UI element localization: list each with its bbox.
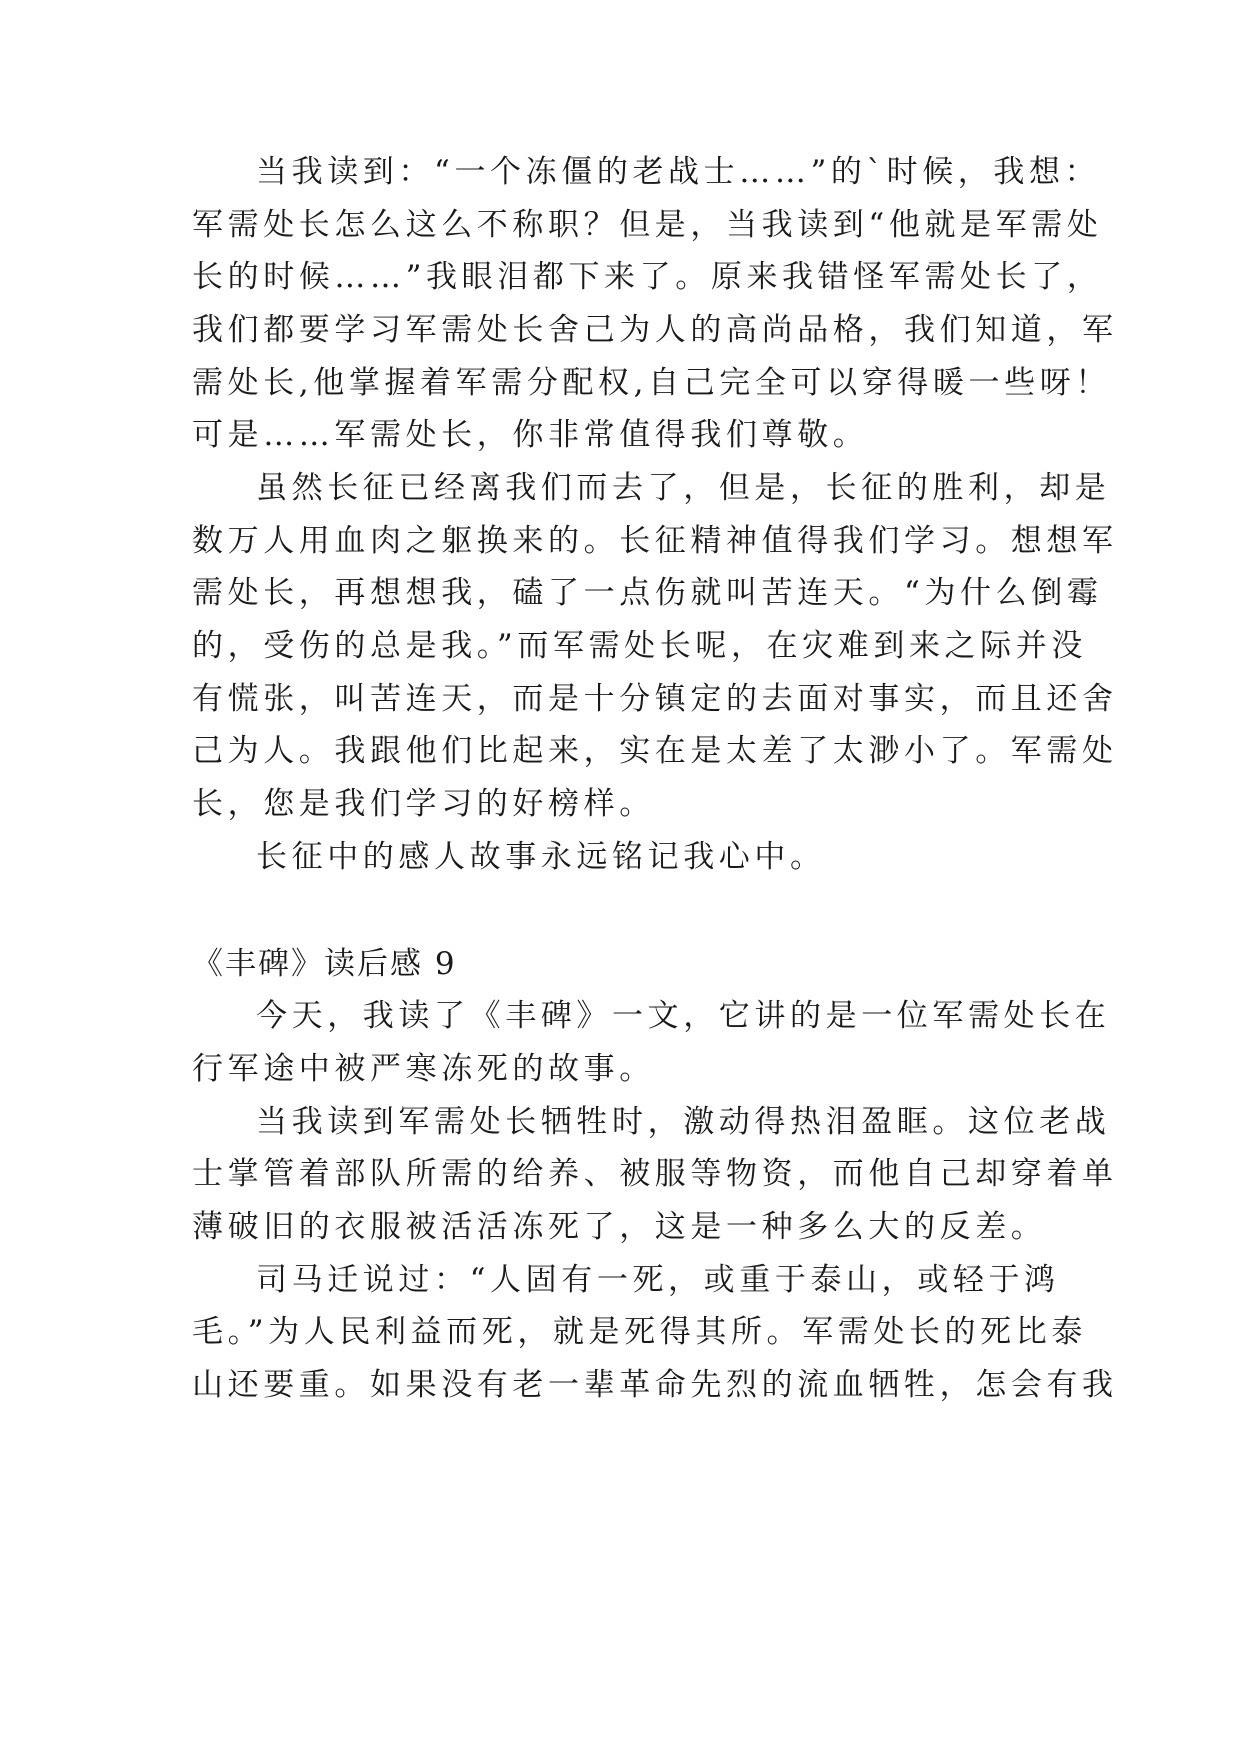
paragraph-1-line-4: 我们都要学习军需处长舍己为人的高尚品格，我们知道，军 xyxy=(192,312,1118,348)
paragraph-5-line-3: 薄破旧的衣服被活活冻死了，这是一种多么大的反差。 xyxy=(192,1209,1047,1245)
paragraph-1-line-3: 长的时候……”我眼泪都下来了。原来我错怪军需处长了， xyxy=(192,259,1103,295)
paragraph-5-line-1: 当我读到军需处长牺牲时，激动得热泪盈眶。这位老战 xyxy=(256,1104,1111,1140)
paragraph-2-line-3: 需处长，再想想我，磕了一点伤就叫苦连天。“为什么倒霉 xyxy=(192,575,1103,611)
paragraph-2-line-6: 己为人。我跟他们比起来，实在是太差了太渺小了。军需处 xyxy=(192,733,1118,769)
paragraph-1-line-2: 军需处长怎么这么不称职？但是，当我读到“他就是军需处 xyxy=(192,207,1103,243)
paragraph-5-line-2: 士掌管着部队所需的给养、被服等物资，而他自己却穿着单 xyxy=(192,1156,1118,1192)
paragraph-2-line-4: 的，受伤的总是我。”而军需处长呢，在灾难到来之际并没 xyxy=(192,628,1087,664)
paragraph-6-line-2: 毛。”为人民利益而死，就是死得其所。军需处长的死比泰 xyxy=(192,1314,1087,1350)
paragraph-4-line-2: 行军途中被严寒冻死的故事。 xyxy=(192,1051,655,1087)
paragraph-2-line-1: 虽然长征已经离我们而去了，但是，长征的胜利，却是 xyxy=(256,470,1111,506)
paragraph-2-line-7: 长，您是我们学习的好榜样。 xyxy=(192,786,655,822)
paragraph-6-line-3: 山还要重。如果没有老一辈革命先烈的流血牺牲，怎会有我 xyxy=(192,1367,1118,1403)
paragraph-4-line-1: 今天，我读了《丰碑》一文，它讲的是一位军需处长在 xyxy=(256,998,1111,1034)
section-title: 《丰碑》读后感 9 xyxy=(192,946,457,982)
paragraph-1-line-6: 可是……军需处长，你非常值得我们尊敬。 xyxy=(192,417,869,453)
paragraph-2-line-2: 数万人用血肉之躯换来的。长征精神值得我们学习。想想军 xyxy=(192,523,1118,559)
paragraph-2-line-5: 有慌张，叫苦连天，而是十分镇定的去面对事实，而且还舍 xyxy=(192,681,1118,717)
paragraph-3-line-1: 长征中的感人故事永远铭记我心中。 xyxy=(256,839,826,875)
paragraph-1-line-1: 当我读到：“一个冻僵的老战士……”的`时候，我想： xyxy=(256,154,1101,190)
paragraph-6-line-1: 司马迁说过：“人固有一死，或重于泰山，或轻于鸿 xyxy=(256,1262,1060,1298)
paragraph-1-line-5: 需处长,他掌握着军需分配权,自己完全可以穿得暖一些呀！ xyxy=(192,365,1111,401)
